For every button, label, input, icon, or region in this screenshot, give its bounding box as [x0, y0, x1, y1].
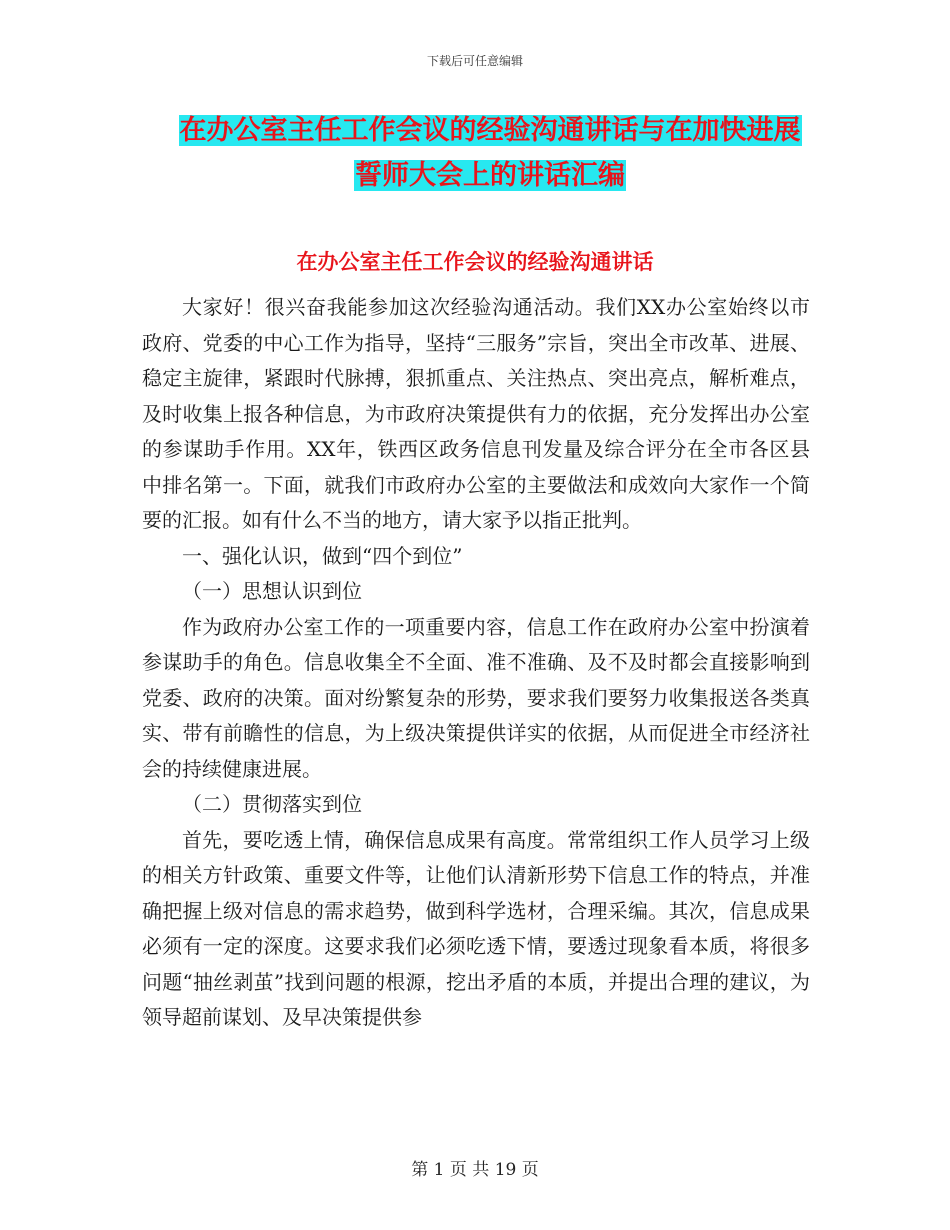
- section-title: 在办公室主任工作会议的经验沟通讲话: [296, 250, 654, 274]
- paragraph: 作为政府办公室工作的一项重要内容，信息工作在政府办公室中扮演着参谋助手的角色。信息收集全不全面、准不准确、及不及时都会直接影响到党委、政府的决策。面对纷繁复杂的形势，要求我们要努力收集报送各类真实、带有前瞻性的信息，为上级决策提供详实的依据，从而促进全市经济社会的持续健康进展。: [142, 614, 810, 781]
- paragraph: （二）贯彻落实到位: [182, 792, 362, 816]
- page-header: 下载后可任意编辑: [426, 54, 523, 68]
- document-title: [150, 108, 830, 198]
- document-title-line-2: 誓师大会上的讲话汇编: [355, 160, 625, 191]
- paragraph: 大家好！很兴奋我能参加这次经验沟通活动。我们XX办公室始终以市政府、党委的中心工作为指导，坚持“三服务”宗旨，突出全市改革、进展、稳定主旋律，紧跟时代脉搏，狠抓重点、关注热点、突出亮点，解析难点，及时收集上报各种信息，为市政府决策提供有力的依据，充分发挥出办公室的参谋助手作用。XX年，铁西区政务信息刊发量及综合评分在全市各区县中排名第一。下面，就我们市政府办公室的主要做法和成效向大家作一个简要的汇报。如有什么不当的地方，请大家予以指正批判。: [142, 295, 810, 532]
- page-footer: 第 1 页 共 19 页: [411, 1160, 539, 1180]
- paragraph: （一）思想认识到位: [182, 579, 362, 603]
- paragraph: 首先，要吃透上情，确保信息成果有高度。常常组织工作人员学习上级的相关方针政策、重要文件等，让他们认清新形势下信息工作的特点，并准确把握上级对信息的需求趋势，做到科学选材，合理采编。其次，信息成果必须有一定的深度。这要求我们必须吃透下情，要透过现象看本质，将很多问题“抽丝剥茧”找到问题的根源，挖出矛盾的本质，并提出合理的建议，为领导超前谋划、及早决策提供参: [142, 827, 810, 1029]
- paragraph: 一、强化认识，做到“四个到位”: [182, 543, 463, 568]
- document-body: [142, 290, 810, 1036]
- document-title-line-1: 在办公室主任工作会议的经验沟通讲话与在加快进展: [179, 115, 801, 146]
